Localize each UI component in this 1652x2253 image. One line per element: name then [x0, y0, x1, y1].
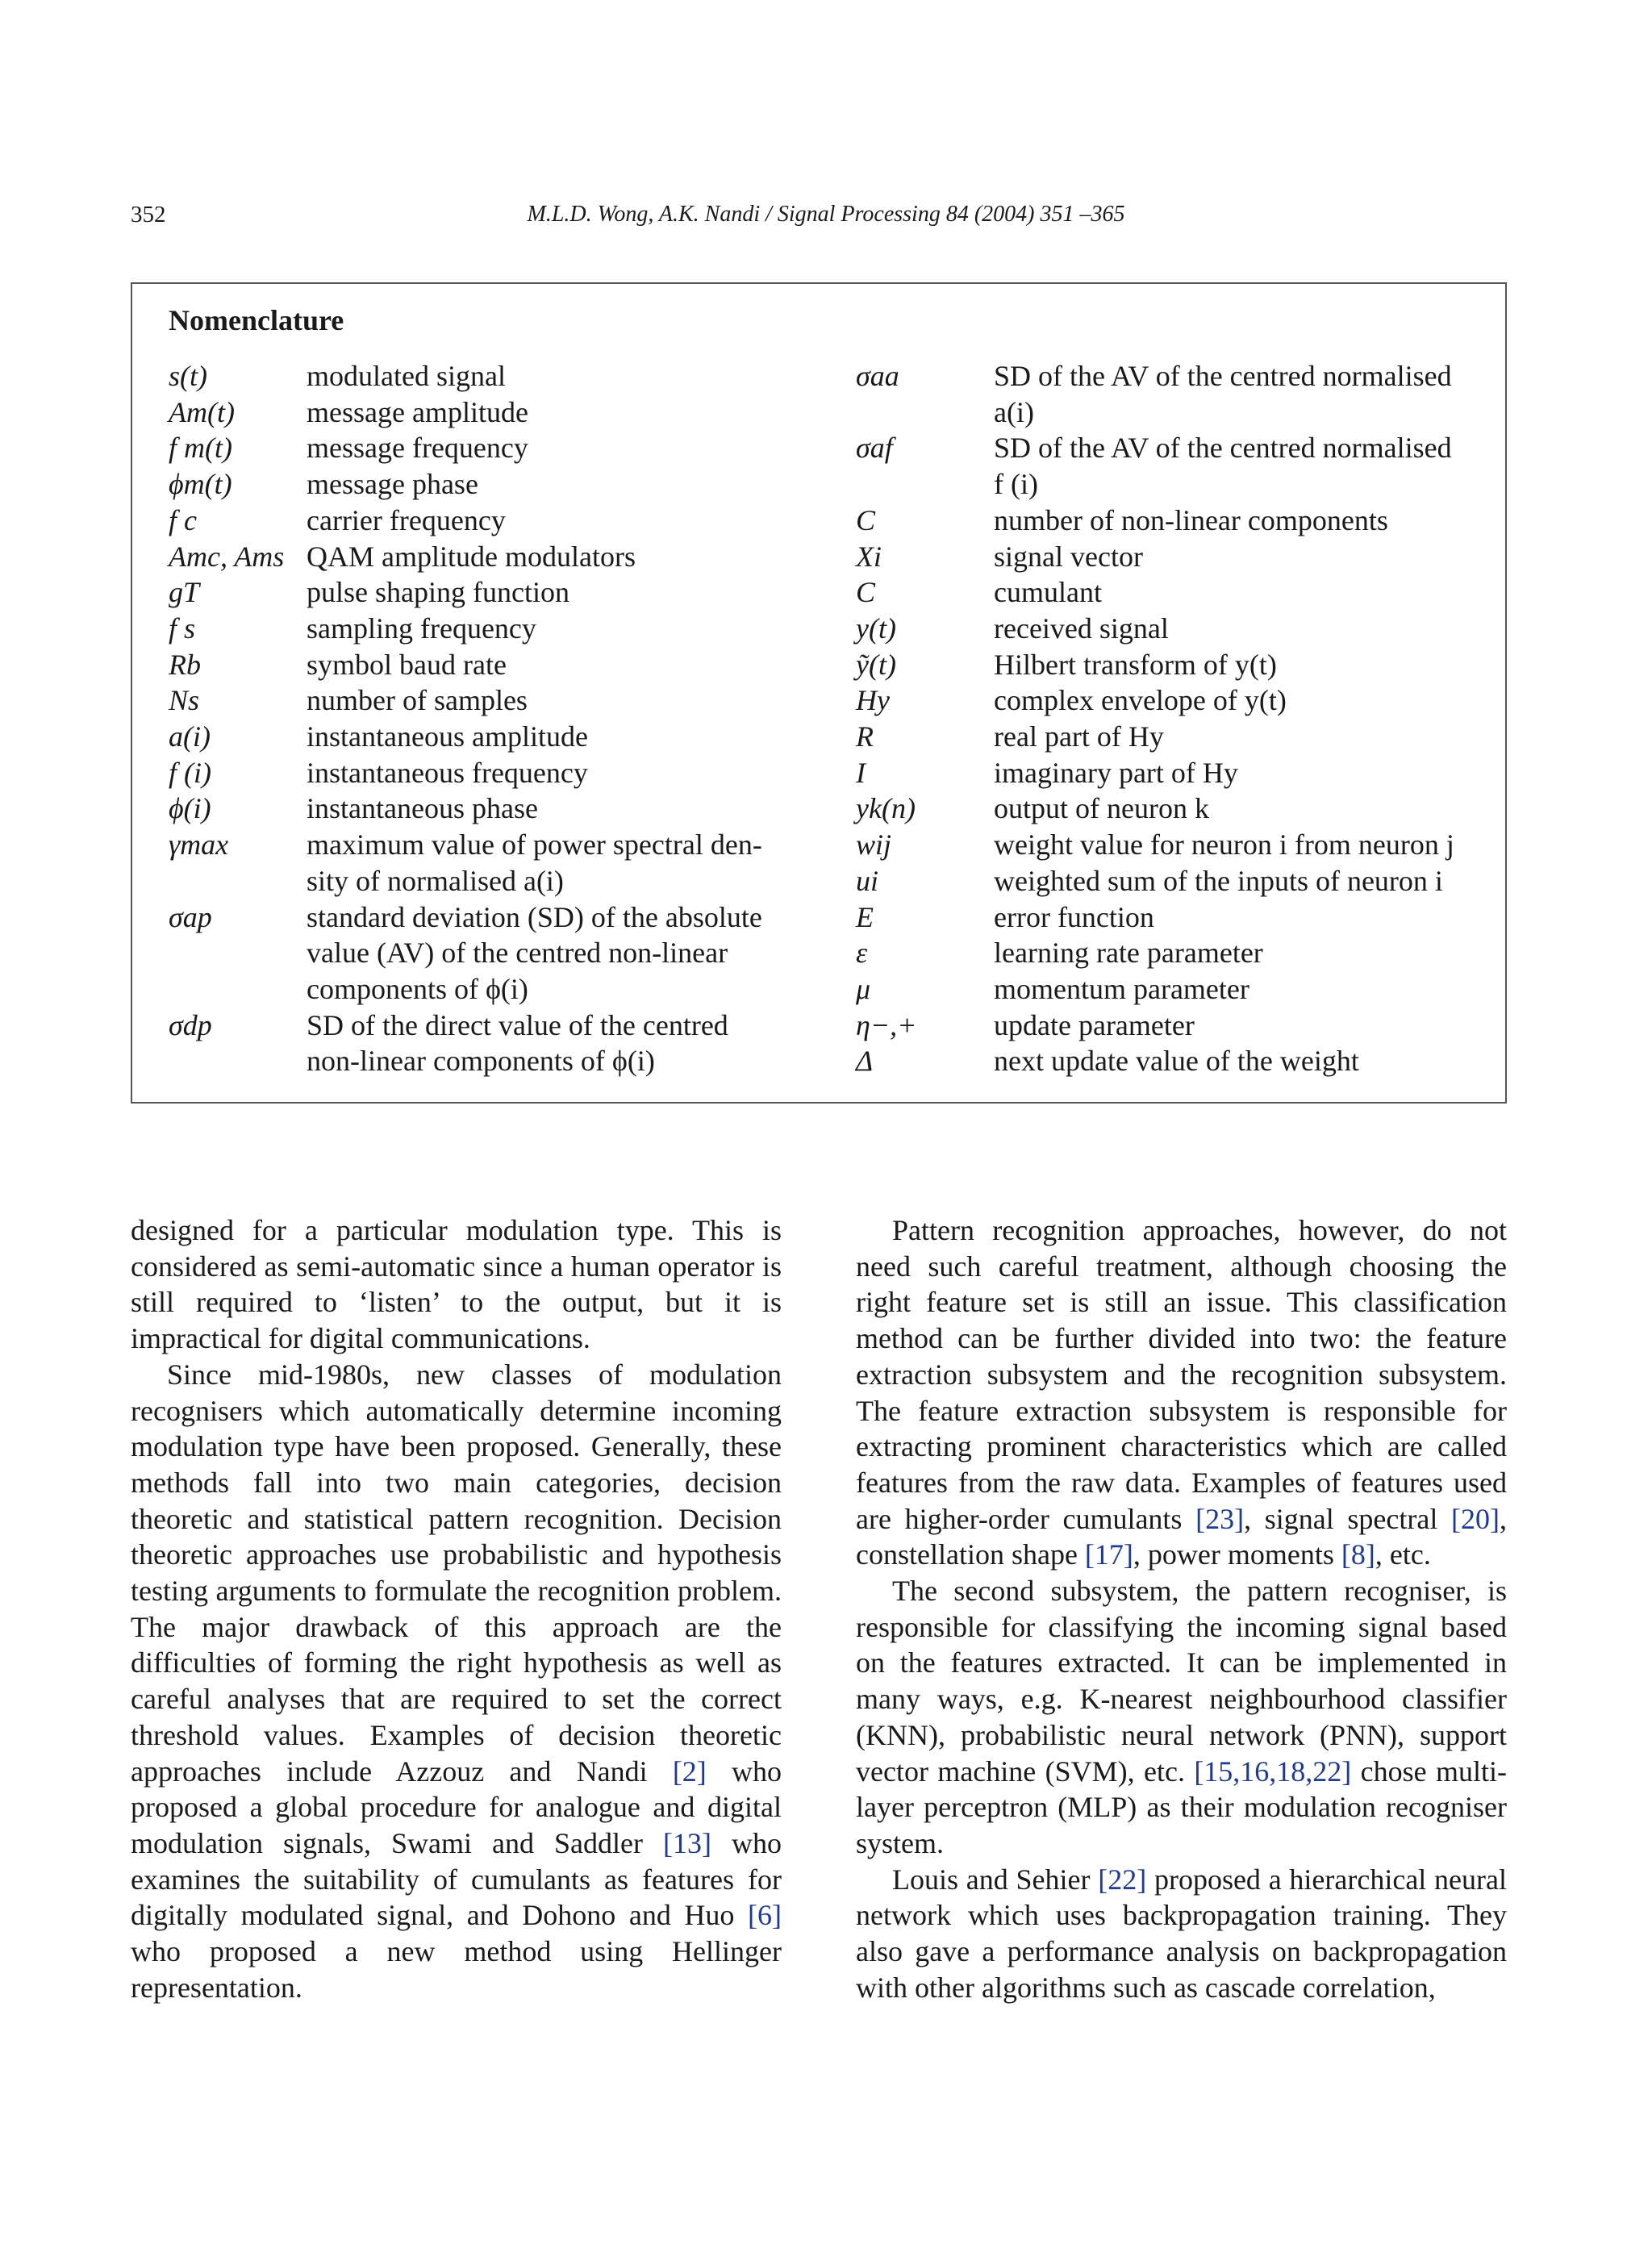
nomenclature-definition: a(i)	[994, 395, 1034, 428]
nomenclature-definition: error function	[994, 900, 1154, 933]
nomenclature-definition: real part of Hy	[994, 720, 1164, 753]
nomenclature-definition: signal vector	[994, 540, 1143, 573]
nomenclature-row	[169, 935, 814, 971]
nomenclature-definition: imaginary part of Hy	[994, 756, 1238, 789]
nomenclature-row	[856, 682, 1501, 719]
nomenclature-definition: number of non-linear components	[994, 503, 1388, 536]
nomenclature-symbol: η−,+	[856, 1008, 917, 1041]
nomenclature-definition: modulated signal	[307, 360, 506, 392]
paragraph: Since mid-1980s, new classes of modulation recognisers which automatically determine incoming modulation type have been proposed. Generally, these methods fall into two main categories, decision theoretic and statistical pattern recognition. Decision theoretic approaches use probabilistic and hypothesis testing arguments to formulate the recognition problem. The major drawback of this approach are the difficulties of forming the right hypothesis as well as careful analyses that are required to set the correct threshold values. Examples of decision theoretic approaches include Azzouz and Nandi [2] who proposed a global procedure for analogue and digital modulation signals, Swami and Saddler [13] who examines the suitability of cumulants as features for digitally modulated signal, and Dohono and Huo [6] who proposed a new method using Hellinger representation.	[131, 1358, 782, 2004]
page-header	[131, 202, 1521, 234]
nomenclature-definition: message frequency	[307, 432, 528, 465]
nomenclature-symbol: yk(n)	[856, 792, 916, 825]
nomenclature-row	[169, 430, 814, 466]
nomenclature-symbol: Hy	[856, 684, 890, 717]
nomenclature-row	[856, 935, 1501, 971]
nomenclature-definition: value (AV) of the centred non-linear	[307, 937, 728, 970]
citation-link[interactable]: [22]	[1098, 1863, 1147, 1896]
nomenclature-right-column	[856, 358, 1501, 1079]
paragraph: Louis and Sehier [22] proposed a hierarchical neural network which uses backpropagation training. They also gave a performance analysis on backpropagation with other algorithms such as cascade correlation,	[856, 1863, 1507, 2004]
nomenclature-symbol: σaf	[856, 432, 893, 465]
nomenclature-symbol	[169, 971, 307, 1008]
nomenclature-row	[169, 682, 814, 719]
nomenclature-definition: components of ϕ(i)	[307, 972, 528, 1005]
nomenclature-symbol: μ	[856, 972, 871, 1005]
nomenclature-row	[169, 503, 814, 539]
nomenclature-definition: received signal	[994, 611, 1169, 645]
nomenclature-symbol: Ns	[169, 684, 200, 717]
nomenclature-row	[856, 1043, 1501, 1079]
nomenclature-row	[169, 539, 814, 575]
nomenclature-definition: complex envelope of y(t)	[994, 684, 1287, 717]
nomenclature-row	[169, 827, 814, 863]
nomenclature-definition: next update value of the weight	[994, 1045, 1359, 1078]
nomenclature-row	[169, 647, 814, 683]
nomenclature-symbol: ỹ(t)	[856, 648, 896, 681]
nomenclature-row	[856, 719, 1501, 755]
nomenclature-definition: non-linear components of ϕ(i)	[307, 1045, 655, 1078]
nomenclature-definition: maximum value of power spectral den-	[307, 828, 762, 862]
citation-link[interactable]: [15,16,18,22]	[1194, 1754, 1352, 1788]
nomenclature-row	[169, 574, 814, 611]
nomenclature-definition: carrier frequency	[307, 503, 506, 536]
nomenclature-symbol: Δ	[856, 1045, 874, 1078]
nomenclature-symbol	[169, 1043, 307, 1079]
nomenclature-row	[856, 863, 1501, 899]
nomenclature-symbol: gT	[169, 576, 200, 609]
nomenclature-definition: momentum parameter	[994, 972, 1249, 1005]
citation-link[interactable]: [20]	[1451, 1502, 1500, 1535]
nomenclature-definition: weight value for neuron i from neuron j	[994, 828, 1454, 862]
nomenclature-definition: SD of the direct value of the centred	[307, 1008, 728, 1041]
nomenclature-row	[856, 971, 1501, 1008]
nomenclature-row	[856, 503, 1501, 539]
nomenclature-row	[169, 466, 814, 503]
nomenclature-symbol: E	[856, 900, 874, 933]
nomenclature-symbol: f (i)	[169, 756, 211, 789]
nomenclature-row	[169, 863, 814, 899]
nomenclature-row	[856, 791, 1501, 827]
nomenclature-definition: Hilbert transform of y(t)	[994, 648, 1277, 681]
citation-link[interactable]: [17]	[1084, 1538, 1133, 1571]
nomenclature-symbol: σdp	[169, 1008, 212, 1041]
body-left-column	[131, 1212, 782, 2005]
nomenclature-row	[856, 394, 1501, 431]
nomenclature-symbol: f c	[169, 503, 197, 536]
nomenclature-definition: message phase	[307, 468, 478, 501]
nomenclature-title: Nomenclature	[169, 304, 344, 336]
nomenclature-definition: cumulant	[994, 576, 1102, 609]
nomenclature-row	[169, 791, 814, 827]
nomenclature-definition: SD of the AV of the centred normalised	[994, 432, 1452, 465]
nomenclature-row	[169, 611, 814, 647]
nomenclature-definition: weighted sum of the inputs of neuron i	[994, 864, 1443, 897]
nomenclature-row	[169, 394, 814, 431]
nomenclature-symbol: y(t)	[856, 611, 896, 645]
nomenclature-definition: f (i)	[994, 468, 1038, 501]
citation-link[interactable]: [2]	[672, 1754, 707, 1788]
nomenclature-row	[856, 647, 1501, 683]
nomenclature-row	[169, 755, 814, 791]
nomenclature-row	[856, 539, 1501, 575]
nomenclature-symbol: a(i)	[169, 720, 211, 753]
nomenclature-row	[856, 755, 1501, 791]
nomenclature-row	[856, 466, 1501, 503]
nomenclature-symbol: f m(t)	[169, 432, 232, 465]
nomenclature-definition: message amplitude	[307, 395, 528, 428]
running-title: M.L.D. Wong, A.K. Nandi / Signal Processing 84 (2004) 351 –365	[527, 202, 1125, 227]
nomenclature-definition: instantaneous amplitude	[307, 720, 588, 753]
nomenclature-row	[856, 611, 1501, 647]
nomenclature-symbol: Amc, Ams	[169, 540, 285, 573]
nomenclature-row	[856, 358, 1501, 394]
nomenclature-symbol	[856, 394, 994, 431]
nomenclature-definition: number of samples	[307, 684, 528, 717]
nomenclature-row	[169, 899, 814, 936]
nomenclature-definition: pulse shaping function	[307, 576, 569, 609]
nomenclature-row	[169, 1043, 814, 1079]
nomenclature-symbol: Xi	[856, 540, 882, 573]
nomenclature-symbol: σap	[169, 900, 212, 933]
nomenclature-definition: QAM amplitude modulators	[307, 540, 636, 573]
nomenclature-definition: instantaneous phase	[307, 792, 538, 825]
nomenclature-definition: output of neuron k	[994, 792, 1209, 825]
citation-link[interactable]: [8]	[1341, 1538, 1375, 1571]
nomenclature-row	[169, 971, 814, 1008]
nomenclature-left-column	[169, 358, 814, 1079]
nomenclature-definition: instantaneous frequency	[307, 756, 588, 789]
nomenclature-definition: sampling frequency	[307, 611, 536, 645]
body-right-column	[856, 1212, 1507, 2005]
nomenclature-row	[856, 899, 1501, 936]
nomenclature-row	[856, 430, 1501, 466]
nomenclature-symbol: C	[856, 576, 876, 609]
nomenclature-definition: standard deviation (SD) of the absolute	[307, 900, 762, 933]
paragraph: designed for a particular modulation type. This is considered as semi-automatic since a human operator is still required to ‘listen’ to the output, but it is impractical for digital communications.	[131, 1214, 782, 1355]
nomenclature-symbol: I	[856, 756, 866, 789]
nomenclature-row	[856, 574, 1501, 611]
nomenclature-symbol	[169, 935, 307, 971]
citation-link[interactable]: [23]	[1195, 1502, 1245, 1535]
nomenclature-row	[169, 1008, 814, 1044]
nomenclature-row	[856, 1008, 1501, 1044]
nomenclature-symbol: ui	[856, 864, 879, 897]
paragraph: The second subsystem, the pattern recogniser, is responsible for classifying the incoming signal based on the features extracted. It can be implemented in many ways, e.g. K-nearest neighbourhood classifier (KNN), probabilistic neural network (PNN), support vector machine (SVM), etc. [15,16,18,22] chose multi-layer perceptron (MLP) as their modulation recogniser system.	[856, 1575, 1507, 1859]
nomenclature-definition: SD of the AV of the centred normalised	[994, 360, 1452, 392]
nomenclature-row	[856, 827, 1501, 863]
nomenclature-symbol	[856, 466, 994, 503]
nomenclature-row	[169, 358, 814, 394]
nomenclature-definition: symbol baud rate	[307, 648, 507, 681]
nomenclature-symbol: wij	[856, 828, 892, 862]
citation-link[interactable]: [13]	[663, 1826, 711, 1859]
nomenclature-row	[169, 719, 814, 755]
nomenclature-symbol: Am(t)	[169, 395, 235, 428]
nomenclature-symbol: σaa	[856, 360, 899, 392]
nomenclature-symbol: Rb	[169, 648, 201, 681]
nomenclature-symbol: s(t)	[169, 360, 207, 392]
nomenclature-symbol: ϕm(t)	[169, 468, 232, 501]
nomenclature-symbol: C	[856, 503, 876, 536]
nomenclature-definition: learning rate parameter	[994, 937, 1263, 970]
nomenclature-definition: sity of normalised a(i)	[307, 864, 564, 897]
citation-link[interactable]: [6]	[748, 1899, 782, 1932]
nomenclature-symbol: ε	[856, 937, 868, 970]
nomenclature-box	[131, 282, 1507, 1104]
nomenclature-symbol: R	[856, 720, 874, 753]
nomenclature-definition: update parameter	[994, 1008, 1195, 1041]
nomenclature-symbol	[169, 863, 307, 899]
nomenclature-symbol: γmax	[169, 828, 229, 862]
nomenclature-symbol: ϕ(i)	[169, 792, 211, 825]
nomenclature-symbol: f s	[169, 611, 196, 645]
paragraph: Pattern recognition approaches, however, do not need such careful treatment, although choosing the right feature set is still an issue. This classification method can be further divided into two: the feature extraction subsystem and the recognition subsystem. The feature extraction subsystem is responsible for extracting prominent characteristics which are called features from the raw data. Examples of features used are higher-order cumulants [23], signal spectral [20], constellation shape [17], power moments [8], etc.	[856, 1214, 1507, 1571]
page-number: 352	[131, 202, 166, 227]
